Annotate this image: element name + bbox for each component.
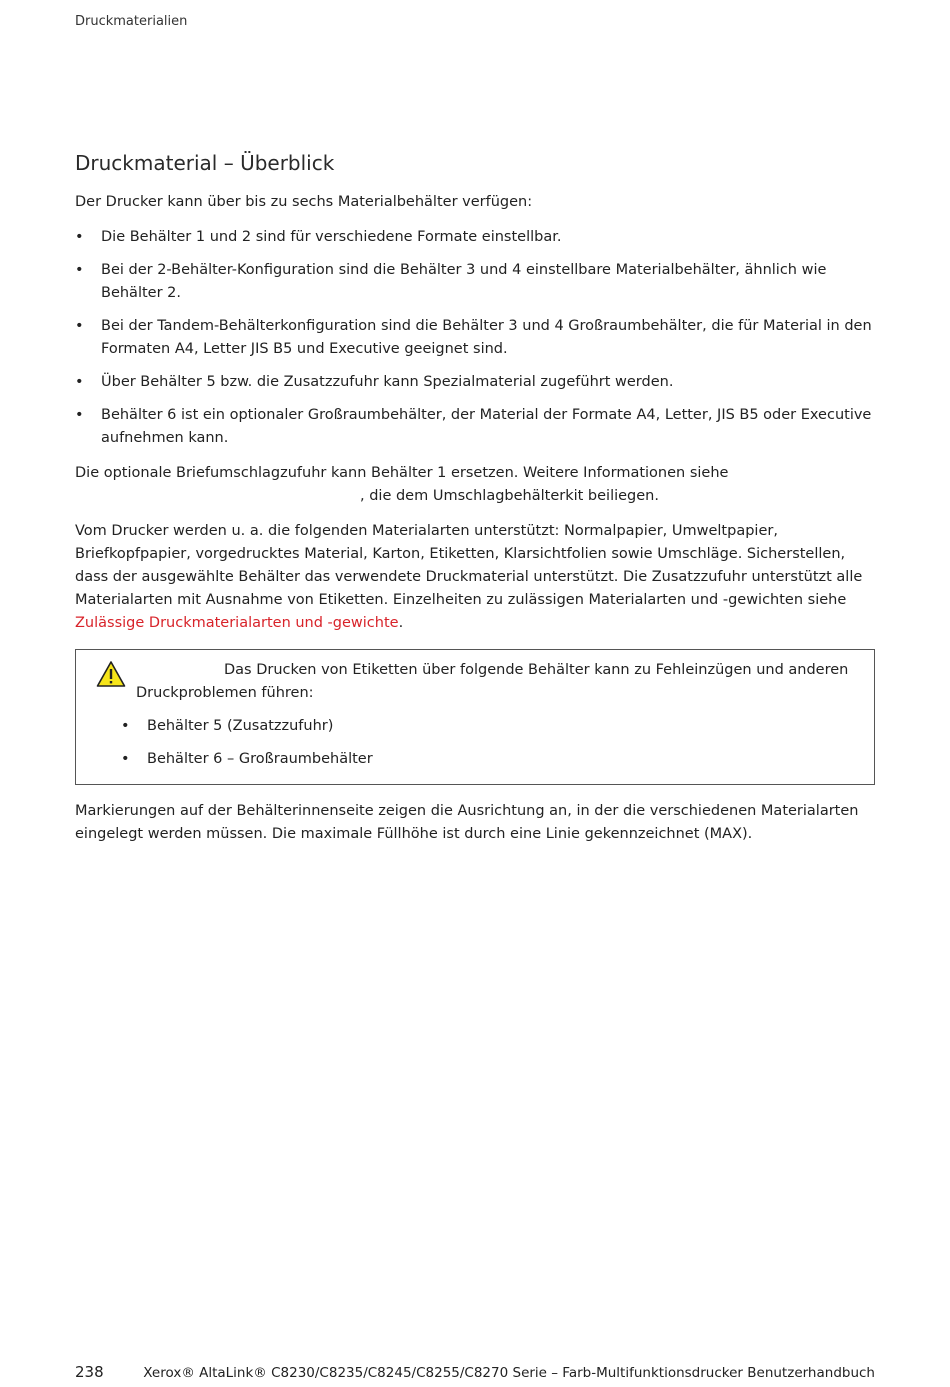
list-item: • Behälter 5 (Zusatzzufuhr): [121, 715, 854, 738]
list-item: • Behälter 6 ist ein optionaler Großraumbehälter, der Material der Formate A4, Letter, JIS B5 oder Executive aufnehmen kann.: [75, 404, 875, 450]
envelope-line-2: , die dem Umschlagbehälterkit beiliegen.: [360, 488, 659, 504]
envelope-line-1: Die optionale Briefumschlagzufuhr kann Behälter 1 ersetzen. Weitere Informationen siehe: [75, 465, 729, 481]
warning-bullet-list: [121, 715, 854, 771]
section-title: Druckmaterial – Überblick: [75, 151, 335, 175]
bullet-icon: •: [75, 374, 84, 390]
list-item: • Die Behälter 1 und 2 sind für verschiedene Formate einstellbar.: [75, 226, 875, 249]
media-types-paragraph: Vom Drucker werden u. a. die folgenden Materialarten unterstützt: Normalpapier, Umweltpapier, Briefkopfpapier, vorgedrucktes Material, Karton, Etiketten, Klarsichtfolien sowie Umschläge. Sicherstellen, dass der ausgewählte Behälter das verwendete Druckmaterial unterstützt. Die Zusatzzufuhr unterstützt alle Materialarten mit Ausnahme von Etiketten. Einzelheiten zu zulässigen Materialarten und -gewichten siehe Zulässige Druckmaterialarten und -gewichte.: [75, 523, 863, 631]
list-item: • Behälter 6 – Großraumbehälter: [121, 748, 854, 771]
page-content: [75, 191, 875, 858]
bullet-icon: •: [75, 262, 84, 278]
bullet-icon: •: [75, 229, 84, 245]
list-item: • Über Behälter 5 bzw. die Zusatzzufuhr kann Spezialmaterial zugeführt werden.: [75, 371, 875, 394]
book-title: Xerox® AltaLink® C8230/C8235/C8245/C8255/C8270 Serie – Farb-Multifunktionsdrucker Benutzerhandbuch: [143, 1365, 875, 1381]
list-item: • Bei der Tandem-Behälterkonfiguration sind die Behälter 3 und 4 Großraumbehälter, die für Material in den Formaten A4, Letter JIS B5 und Executive geeignet sind.: [75, 315, 875, 361]
page-number: 238: [75, 1363, 104, 1381]
warning-text: Das Drucken von Etiketten über folgende Behälter kann zu Fehleinzügen und anderen Druckproblemen führen:: [136, 662, 849, 701]
bullet-icon: •: [121, 718, 130, 734]
markings-paragraph: Markierungen auf der Behälterinnenseite zeigen die Ausrichtung an, in der die verschiedenen Materialarten eingelegt werden müssen. Die maximale Füllhöhe ist durch eine Linie gekennzeichnet (MAX).: [75, 803, 859, 842]
intro-paragraph: Der Drucker kann über bis zu sechs Materialbehälter verfügen:: [75, 194, 533, 210]
warning-box: [75, 649, 875, 785]
tray-bullet-list: [75, 226, 875, 450]
bullet-icon: •: [121, 751, 130, 767]
bullet-icon: •: [75, 407, 84, 423]
envelope-paragraph: [75, 462, 875, 508]
bullet-icon: •: [75, 318, 84, 334]
list-item: • Bei der 2-Behälter-Konfiguration sind die Behälter 3 und 4 einstellbare Materialbehälter, ähnlich wie Behälter 2.: [75, 259, 875, 305]
supported-media-link[interactable]: Zulässige Druckmaterialarten und -gewichte: [75, 615, 399, 631]
running-head: Druckmaterialien: [75, 14, 188, 29]
warning-triangle-icon: [96, 660, 126, 688]
